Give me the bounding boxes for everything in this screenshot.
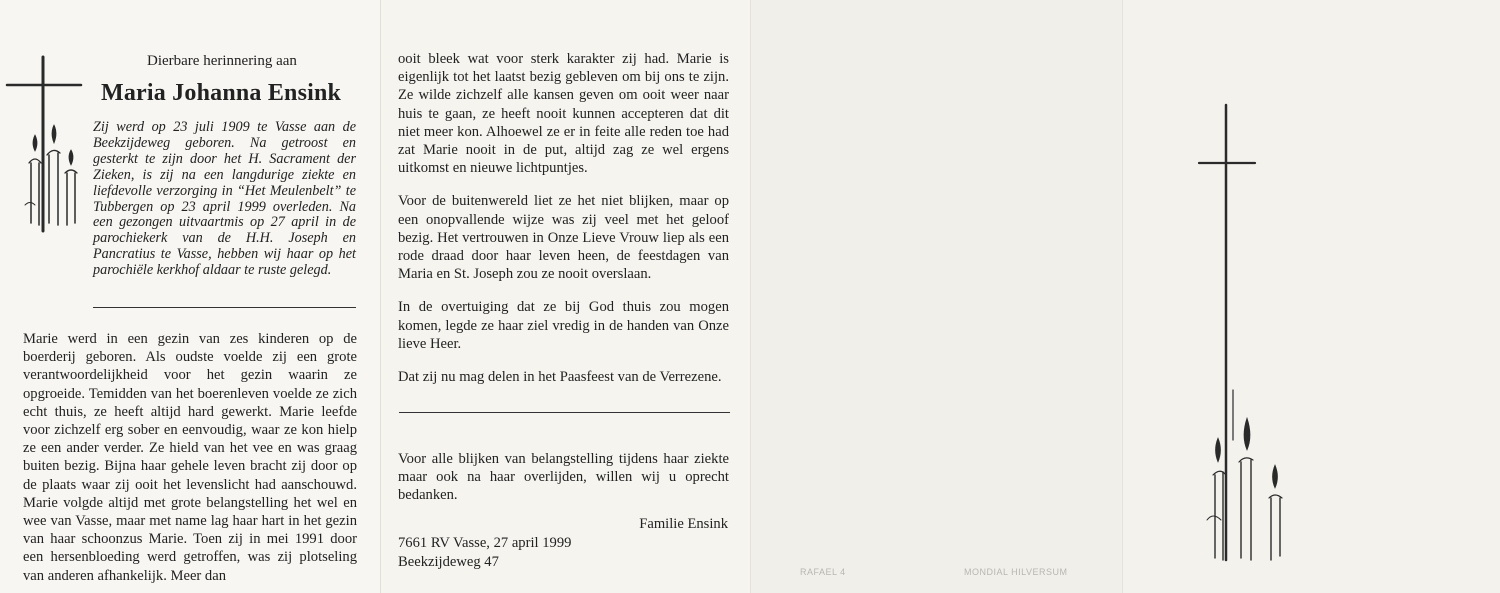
- card-panel-front: [0, 0, 380, 593]
- inner-text: [398, 50, 729, 401]
- address-street: Beekzijdeweg 47: [398, 553, 499, 570]
- paragraph-peace: In de overtuiging dat ze bij God thuis zou mogen komen, legde ze haar ziel vredig in de handen van Onze lieve Heer.: [398, 299, 729, 352]
- card-panel-back: [1122, 0, 1500, 593]
- deceased-name: Maria Johanna Ensink: [101, 80, 342, 106]
- cross-candles-icon: [5, 55, 89, 235]
- paragraph-faith: Voor de buitenwereld liet ze het niet blijken, maar op een onopvallende wijze was zij veel met het geloof bezig. Het vertrouwen in Onze Lieve Vrouw liep als een rode draad door haar leven heen, de feestdagen van Maria en St. Joseph zou ze nooit overslaan.: [398, 193, 729, 283]
- biography-text: Marie werd in een gezin van zes kinderen op de boerderij geboren. Als oudste voelde zij een grote verantwoordelijkheid voor het gezin waarin ze opgroeide. Temidden van het boerenleven voelde ze zich echt thuis, ze heeft altijd hard gewerkt. Marie leefde voor zichzelf erg sober en eenvoudig, waar ze kon hielp ze een ander verder. Ze hield van het vee en was graag buiten bezig. Bijna haar gehele leven bracht zij door op de plaats waar zij ooit het levenslicht had aanschouwd. Marie volgde altijd met grote belangstelling het wel en wee van Vasse, maar met name lag haar hart in het gezin van haar schoonzus Marie. Toen zij in mei 1991 door een hersenbloeding werd getroffen, was zij plotseling van anderen afhankelijk. Meer dan: [23, 331, 357, 584]
- intro-line: Dierbare herinnering aan: [147, 53, 297, 69]
- address: [398, 534, 571, 571]
- thanks-text: Voor alle blijken van belangstelling tijdens haar ziekte maar ook na haar overlijden, willen wij u oprecht bedanken.: [398, 451, 729, 504]
- card-panel-blank: [750, 0, 1122, 593]
- cross-candles-icon: [1193, 100, 1333, 570]
- card-panel-inner: [380, 0, 750, 593]
- printer-name: MONDIAL HILVERSUM: [964, 567, 1068, 577]
- divider: [93, 307, 356, 308]
- paragraph-character: ooit bleek wat voor sterk karakter zij had. Marie is eigenlijk tot het laatst bezig gebleven om bij ons te zijn. Ze wilde zichzelf alle kansen geven om ooit weer naar huis te gaan, ze heeft nooit kunnen accepteren dat dit niet meer kon. Alhoewel ze er in feite alle reden toe had zat Marie nooit in de put, altijd zag ze wel ergens uitkomst en nieuwe lichtpuntjes.: [398, 51, 729, 177]
- birth-death-text: Zij werd op 23 juli 1909 te Vasse aan de Beekzijdeweg geboren. Na getroost en gesterkt te zijn door het H. Sacrament der Zieken, is zij na een langdurige ziekte en liefdevolle verzorging in “Het Meulenbelt” te Tubbergen op 23 april 1999 overleden. Na een gezongen uitvaartmis op 27 april in de parochiekerk van de H.H. Joseph en Pancratius te Vasse, hebben wij haar op het parochiële kerkhof aldaar te ruste gelegd.: [93, 119, 356, 279]
- address-city-date: 7661 RV Vasse, 27 april 1999: [398, 535, 572, 551]
- divider: [399, 412, 730, 413]
- printer-code: RAFAEL 4: [800, 567, 846, 577]
- family-signature: Familie Ensink: [639, 516, 728, 532]
- paragraph-easter: Dat zij nu mag delen in het Paasfeest van de Verrezene.: [398, 369, 722, 386]
